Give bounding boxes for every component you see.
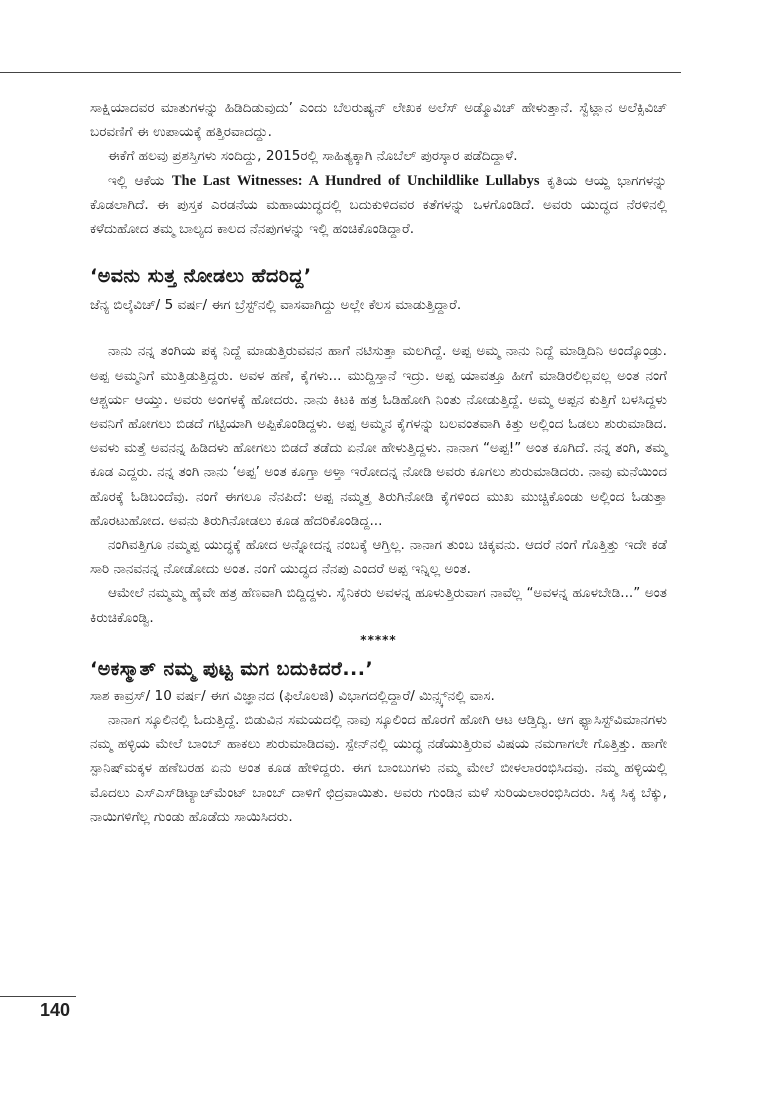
section-2-paragraph-1: ನಾನಾಗ ಸ್ಕೂಲಿನಲ್ಲಿ ಓದುತ್ತಿದ್ದೆ. ಬಿಡುವಿನ ಸಮಯದಲ್ಲಿ ನಾವು ಸ್ಕೂಲಿಂದ ಹೊರಗೆ ಹೋಗಿ ಆಟ ಆಡ್ತಿದ್ವಿ. ಆಗ ಫ್ಯಾಸಿಸ್ಟ್‌ವಿಮಾನಗಳು ನಮ್ಮ ಹಳ್ಳಿಯ ಮೇಲೆ ಬಾಂಬ್ ಹಾಕಲು ಶುರುಮಾಡಿದವು. ಸ್ಪೇನ್‌ನಲ್ಲಿ ಯುದ್ಧ ನಡೆಯುತ್ತಿರುವ ವಿಷಯ ನಮಗಾಗಲೇ ಗೊತ್ತಿತ್ತು. ಹಾಗೇ ಸ್ಪಾನಿಷ್‌ಮಕ್ಕಳ ಹಣೆಬರಹ ಏನು ಅಂತ ಕೂಡ ಹೇಳಿದ್ದರು. ಈಗ ಬಾಂಬುಗಳು ನಮ್ಮ ಮೇಲೆ ಬೀಳಲಾರಂಭಿಸಿದವು. ನಮ್ಮ ಹಳ್ಳಿಯಲ್ಲಿ ಮೊದಲು ಎಸ್‌ಎಸ್‌ಡಿಟ್ಯಾಚ್‌ಮೆಂಟ್ ಬಾಂಬ್ ದಾಳಿಗೆ ಛಿದ್ರವಾಯಿತು. ಅವರು ಗುಂಡಿನ ಮಳೆ ಸುರಿಯಲಾರಂಭಿಸಿದರು. ಸಿಕ್ಕ ಸಿಕ್ಕ ಬೆಕ್ಕು, ನಾಯಿಗಳಿಗೆಲ್ಲ ಗುಂಡು ಹೊಡೆದು ಸಾಯಿಸಿದರು. (90, 712, 667, 825)
section-1-subtitle: ಜೆನ್ಯ ಬಿಲ್ಕೆವಿಚ್/ 5 ವರ್ಷ/ ಈಗ ಬ್ರೆಸ್ಟ್‌ನಲ್ಲಿ ವಾಸವಾಗಿದ್ದು ಅಲ್ಲೇ ಕೆಲಸ ಮಾಡುತ್ತಿದ್ದಾರೆ. (90, 297, 462, 314)
section-1-paragraph-2: ನಂಗಿವತ್ತಿಗೂ ನಮ್ಮಪ್ಪ ಯುದ್ಧಕ್ಕೆ ಹೋದ ಅನ್ನೋದನ್ನ ನಂಬಕ್ಕೆ ಆಗ್ತಿಲ್ಲ. ನಾನಾಗ ತುಂಬ ಚಿಕ್ಕವನು. ಆದರೆ ನಂಗೆ ಗೊತ್ತಿತ್ತು ಇದೇ ಕಡೆ ಸಾರಿ ನಾನವನನ್ನ ನೋಡೋದು ಅಂತ. ನಂಗೆ ಯುದ್ಧದ ನೆನಪು ಎಂದರೆ ಅಪ್ಪ ಇನ್ನಿಲ್ಲ ಅಂತ. (90, 537, 667, 578)
page-number: 140 (40, 1000, 71, 1020)
intro-p3-before: ಇಲ್ಲಿ ಆಕೆಯ (108, 172, 172, 189)
section-2-title: ‘ಅಕಸ್ಮಾತ್ ನಮ್ಮ ಪುಟ್ಟ ಮಗ ಬದುಕಿದರೆ...’ (90, 657, 374, 680)
footer-rule (0, 996, 76, 997)
intro-paragraph-3 (90, 169, 667, 242)
book-title: The Last Witnesses: A Hundred of Unchildlike Lullabys (171, 172, 540, 189)
section-1-paragraph-3: ಆಮೇಲೆ ನಮ್ಮಮ್ಮ ಹೈವೇ ಹತ್ರ ಹೆಣವಾಗಿ ಬಿದ್ದಿದ್ದಳು. ಸೈನಿಕರು ಅವಳನ್ನ ಹೂಳುತ್ತಿರುವಾಗ ನಾವೆಲ್ಲ “ಅವಳನ್ನ ಹೂಳಬೇಡಿ...” ಅಂತ ಕಿರುಚಿಕೊಂಡ್ವಿ. (90, 585, 667, 626)
top-rule (0, 72, 681, 73)
section-2-subtitle: ಸಾಶ ಕಾವ್ರಸ್/ 10 ವರ್ಷ/ ಈಗ ವಿಜ್ಞಾನದ (ಫಿಲೊಲಜಿ) ವಿಭಾಗದಲ್ಲಿದ್ದಾರೆ/ ಮಿನ್ಸ್ಕ್‌ನಲ್ಲಿ ವಾಸ. (90, 687, 495, 704)
intro-paragraph-1: ಸಾಕ್ಷಿಯಾದವರ ಮಾತುಗಳನ್ನು ಹಿಡಿದಿಡುವುದು’ ಎಂದು ಬೆಲರುಷ್ಯನ್ ಲೇಖಕ ಅಲೆಸ್ ಅಡ್ಮೊವಿಚ್ ಹೇಳುತ್ತಾನೆ. ಸ್ವೆಟ್ಲಾನ ಅಲೆಕ್ಸಿವಿಚ್ ಬರವಣಿಗೆ ಈ ಉಪಾಯಕ್ಕೆ ಹತ್ತಿರವಾದದ್ದು. (90, 100, 667, 141)
intro-paragraph-2: ಈಕೆಗೆ ಹಲವು ಪ್ರಶಸ್ತಿಗಳು ಸಂದಿದ್ದು, 2015ರಲ್ಲಿ ಸಾಹಿತ್ಯಕ್ಕಾಗಿ ನೊಬೆಲ್ ಪುರಸ್ಕಾರ ಪಡೆದಿದ್ದಾಳೆ. (108, 148, 518, 165)
section-separator: ***** (360, 632, 397, 647)
section-1-title: ‘ಅವನು ಸುತ್ತ ನೋಡಲು ಹೆದರಿದ್ದ’ (90, 265, 312, 288)
section-1-paragraph-1: ನಾನು ನನ್ನ ತಂಗಿಯ ಪಕ್ಕ ನಿದ್ದೆ ಮಾಡುತ್ತಿರುವವನ ಹಾಗೆ ನಟಿಸುತ್ತಾ ಮಲಗಿದ್ದೆ. ಅಪ್ಪ ಅಮ್ಮ ನಾನು ನಿದ್ದೆ ಮಾಡ್ತಿದಿನಿ ಅಂದ್ಕೊಂಡ್ರು. ಅಪ್ಪ ಅಮ್ಮನಿಗೆ ಮುತ್ತಿಡುತ್ತಿದ್ದರು. ಅವಳ ಹಣೆ, ಕೈಗಳು... ಮುದ್ದಿಸ್ತಾನೆ ಇದ್ರು. ಅಪ್ಪ ಯಾವತ್ತೂ ಹೀಗೆ ಮಾಡಿರಲಿಲ್ಲವಲ್ಲ ಅಂತ ನಂಗೆ ಆಶ್ಚರ್ಯ ಆಯ್ತು. ಅವರು ಅಂಗಳಕ್ಕೆ ಹೋದರು. ನಾನು ಕಿಟಕಿ ಹತ್ರ ಓಡಿಹೋಗಿ ನಿಂತು ನೋಡುತ್ತಿದ್ದೆ. ಅಮ್ಮ ಅಪ್ಪನ ಕುತ್ತಿಗೆ ಬಳಸಿದ್ದಳು ಅವನಿಗೆ ಹೋಗಲು ಬಿಡದೆ ಗಟ್ಟಿಯಾಗಿ ಅಪ್ಪಿಕೊಂಡಿದ್ದಳು. ಅಪ್ಪ ಅಮ್ಮನ ಕೈಗಳನ್ನು ಬಲವಂತವಾಗಿ ಕಿತ್ತು ಅಲ್ಲಿಂದ ಓಡಲು ಶುರುಮಾಡಿದ. ಅವಳು ಮತ್ತೆ ಅವನನ್ನ ಹಿಡಿದಳು ಹೋಗಲು ಬಿಡದೆ ತಡೆದು ಏನೋ ಹೇಳುತ್ತಿದ್ದಳು. ನಾನಾಗ “ಅಪ್ಪ!” ಅಂತ ಕೂಗಿದೆ. ನನ್ನ ತಂಗಿ, ತಮ್ಮ ಕೂಡ ಎದ್ದರು. ನನ್ನ ತಂಗಿ ನಾನು ‘ಅಪ್ಪ’ ಅಂತ ಕೂಗ್ತಾ ಅಳ್ತಾ ಇರೋದನ್ನ ನೋಡಿ ಅವರು ಕೂಗಲು ಶುರುಮಾಡಿದರು. ನಾವು ಮನೆಯಿಂದ ಹೊರಕ್ಕೆ ಓಡಿಬಂದೆವು. ನಂಗೆ ಈಗಲೂ ನೆನಪಿದೆ: ಅಪ್ಪ ನಮ್ಮತ್ತ ತಿರುಗಿನೋಡಿ ಕೈಗಳಿಂದ ಮುಖ ಮುಚ್ಚಿಕೊಂಡು ಅಲ್ಲಿಂದ ಓಡುತ್ತಾ ಹೊರಟುಹೋದ. ಅವನು ತಿರುಗಿನೋಡಲು ಕೂಡ ಹೆದರಿಕೊಂಡಿದ್ದ... (90, 343, 667, 529)
intro-p3-after: ಕೃತಿಯ ಆಯ್ದ ಭಾಗಗಳನ್ನು ಕೊಡಲಾಗಿದೆ. ಈ ಪುಸ್ತಕ ಎರಡನೆಯ ಮಹಾಯುದ್ಧದಲ್ಲಿ ಬದುಕುಳಿದವರ ಕತೆಗಳನ್ನು ಒಳಗೊಂಡಿದೆ. ಅವರು ಯುದ್ಧದ ನೆರಳಿನಲ್ಲಿ ಕಳೆದುಹೋದ ತಮ್ಮ ಬಾಲ್ಯದ ಕಾಲದ ನೆನಪುಗಳನ್ನು ಇಲ್ಲಿ ಹಂಚಿಕೊಂಡಿದ್ದಾರೆ. (90, 172, 667, 238)
page-body (90, 96, 667, 829)
